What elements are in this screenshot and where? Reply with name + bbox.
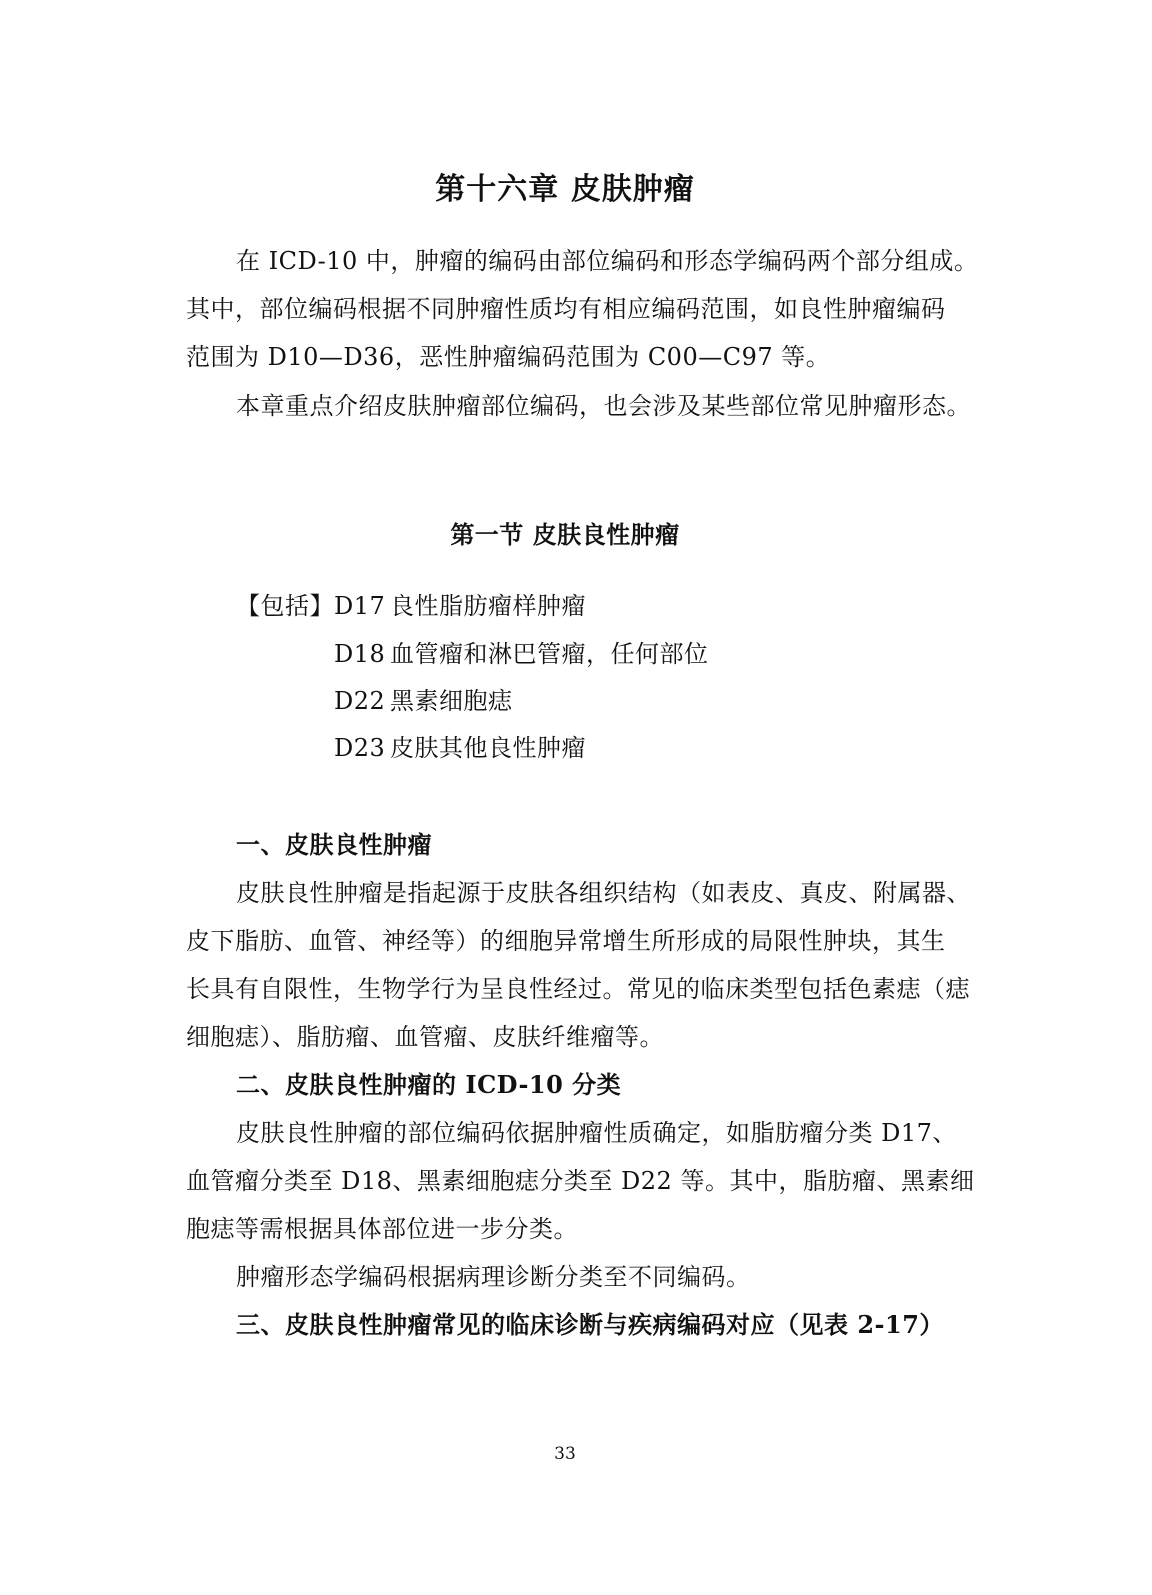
include-text: 血管瘤和淋巴管瘤，任何部位 <box>390 640 709 668</box>
include-text: 良性脂肪瘤样肿瘤 <box>390 592 586 620</box>
part1-heading: 一、皮肤良性肿瘤 <box>236 830 432 859</box>
intro-line-2: 其中，部位编码根据不同肿瘤性质均有相应编码范围，如良性肿瘤编码 <box>186 295 946 323</box>
part2-morphology: 肿瘤形态学编码根据病理诊断分类至不同编码。 <box>236 1263 751 1291</box>
part2-line-2: 血管瘤分类至 D18、黑素细胞痣分类至 D22 等。其中，脂肪瘤、黑素细 <box>186 1167 975 1195</box>
include-text: 黑素细胞痣 <box>390 687 513 715</box>
includes-item-d22 <box>334 686 513 716</box>
include-code: D23 <box>334 734 386 762</box>
chapter-title: 第十六章 皮肤肿瘤 <box>435 172 695 207</box>
part2-line-3: 胞痣等需根据具体部位进一步分类。 <box>186 1215 578 1243</box>
intro-focus: 本章重点介绍皮肤肿瘤部位编码，也会涉及某些部位常见肿瘤形态。 <box>236 392 971 420</box>
includes-item-d18 <box>334 639 709 669</box>
part3-heading: 三、皮肤良性肿瘤常见的临床诊断与疾病编码对应（见表 2-17） <box>236 1310 944 1339</box>
part1-line-1: 皮肤良性肿瘤是指起源于皮肤各组织结构（如表皮、真皮、附属器、 <box>236 879 971 907</box>
include-code: D18 <box>334 640 386 668</box>
page-number: 33 <box>554 1444 576 1464</box>
includes-item-d23 <box>334 733 586 763</box>
part1-line-3: 长具有自限性，生物学行为呈良性经过。常见的临床类型包括色素痣（痣 <box>186 975 970 1003</box>
intro-line-3: 范围为 D10—D36，恶性肿瘤编码范围为 C00—C97 等。 <box>186 343 831 371</box>
section-title: 第一节 皮肤良性肿瘤 <box>450 520 680 549</box>
include-code: D22 <box>334 687 386 715</box>
part1-line-2: 皮下脂肪、血管、神经等）的细胞异常增生所形成的局限性肿块，其生 <box>186 927 946 955</box>
include-code: D17 <box>334 592 386 620</box>
part2-line-1: 皮肤良性肿瘤的部位编码依据肿瘤性质确定，如脂肪瘤分类 D17、 <box>236 1119 957 1147</box>
part2-heading: 二、皮肤良性肿瘤的 ICD-10 分类 <box>236 1070 622 1099</box>
includes-label: 【包括】 <box>236 592 334 620</box>
part1-line-4: 细胞痣）、脂肪瘤、血管瘤、皮肤纤维瘤等。 <box>186 1023 664 1051</box>
includes-item-d17 <box>236 591 586 621</box>
intro-line-1: 在 ICD-10 中，肿瘤的编码由部位编码和形态学编码两个部分组成。 <box>236 247 979 275</box>
include-text: 皮肤其他良性肿瘤 <box>390 734 586 762</box>
